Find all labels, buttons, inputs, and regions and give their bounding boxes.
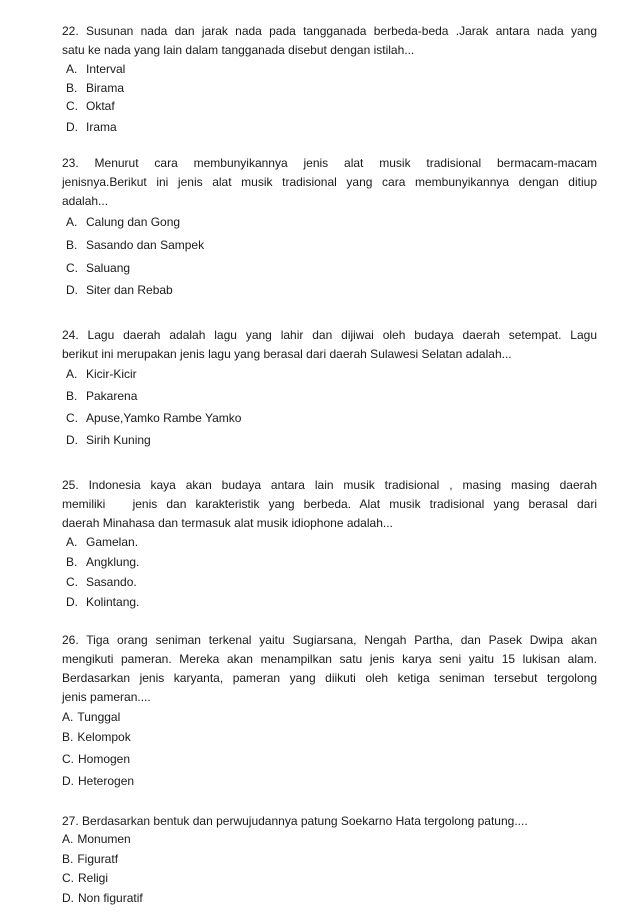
option-text: Angklung.: [86, 555, 140, 569]
option-letter: D.: [62, 891, 74, 905]
option-letter: C.: [66, 99, 78, 113]
option-letter: D.: [66, 595, 78, 609]
question-22: [62, 22, 597, 60]
stem-line: 27. Berdasarkan bentuk dan perwujudannya patung Soekarno Hata tergolong patung....: [62, 814, 528, 828]
stem-line: Berdasarkan jenis karyanta, pameran yang diikuti oleh ketiga seniman tersebut tergolong: [62, 671, 597, 685]
option-d[interactable]: [66, 432, 151, 448]
option-text: Interval: [86, 62, 126, 76]
option-text: Heterogen: [78, 774, 135, 788]
question-27: [62, 812, 597, 831]
option-text: Kelompok: [77, 730, 131, 744]
option-d[interactable]: [66, 282, 173, 298]
stem-line: berikut ini merupakan jenis lagu yang berasal dari daerah Sulawesi Selatan adalah...: [62, 347, 512, 361]
stem-line: 26. Tiga orang seniman terkenal yaitu Sugiarsana, Nengah Partha, dan Pasek Dwipa akan: [62, 633, 597, 647]
stem-line: mengikuti pameran. Mereka akan menampilkan satu jenis karya seni yaitu 15 lukisan alam.: [62, 652, 597, 666]
stem-line: 25. Indonesia kaya akan budaya antara lain musik tradisional , masing masing daerah: [62, 478, 597, 492]
option-letter: B.: [62, 730, 74, 744]
option-text: Oktaf: [86, 99, 115, 113]
option-text: Religi: [78, 871, 109, 885]
option-a[interactable]: [66, 214, 180, 230]
option-text: Calung dan Gong: [86, 215, 181, 229]
stem-line: 24. Lagu daerah adalah lagu yang lahir dan dijiwai oleh budaya daerah setempat. Lagu: [62, 328, 597, 342]
option-b[interactable]: [62, 851, 118, 867]
option-b[interactable]: [66, 237, 204, 253]
option-letter: A.: [66, 367, 78, 381]
option-letter: C.: [66, 411, 78, 425]
option-letter: C.: [62, 871, 74, 885]
option-letter: C.: [66, 261, 78, 275]
option-c[interactable]: [66, 98, 115, 114]
option-letter: A.: [66, 215, 78, 229]
option-text: Siter dan Rebab: [86, 283, 173, 297]
option-d[interactable]: [66, 594, 139, 610]
option-letter: D.: [66, 433, 78, 447]
option-letter: B.: [62, 852, 74, 866]
option-text: Homogen: [78, 752, 131, 766]
option-text: Sasando dan Sampek: [86, 238, 205, 252]
option-a[interactable]: [62, 709, 120, 725]
option-c[interactable]: [62, 751, 130, 767]
option-d[interactable]: [62, 773, 134, 789]
option-b[interactable]: [66, 80, 124, 96]
option-a[interactable]: [62, 831, 131, 847]
option-d[interactable]: [66, 119, 117, 135]
option-letter: C.: [62, 752, 74, 766]
question-stem: [62, 154, 597, 211]
option-b[interactable]: [66, 388, 137, 404]
option-c[interactable]: [66, 260, 130, 276]
option-letter: B.: [66, 555, 78, 569]
option-letter: A.: [66, 62, 78, 76]
question-26: [62, 631, 597, 707]
stem-line: jenis pameran....: [62, 690, 151, 704]
option-text: Apuse,Yamko Rambe Yamko: [86, 411, 242, 425]
stem-line: 22. Susunan nada dan jarak nada pada tangganada berbeda-beda .Jarak antara nada yang: [62, 24, 597, 38]
option-c[interactable]: [66, 574, 137, 590]
option-letter: B.: [66, 81, 78, 95]
option-text: Irama: [86, 120, 117, 134]
option-text: Kicir-Kicir: [86, 367, 137, 381]
stem-line: adalah...: [62, 194, 109, 208]
stem-line: memiliki jenis dan karakteristik yang berbeda. Alat musik tradisional yang berasal dari: [62, 497, 597, 511]
question-23: [62, 154, 597, 211]
option-text: Monumen: [77, 832, 131, 846]
option-text: Sasando.: [86, 575, 137, 589]
option-text: Tunggal: [77, 710, 121, 724]
question-stem: [62, 22, 597, 60]
option-text: Pakarena: [86, 389, 138, 403]
option-text: Sirih Kuning: [86, 433, 151, 447]
option-letter: B.: [66, 389, 78, 403]
question-25: [62, 476, 597, 533]
stem-line: satu ke nada yang lain dalam tangganada disebut dengan istilah...: [62, 43, 415, 57]
option-letter: A.: [62, 710, 74, 724]
option-a[interactable]: [66, 366, 137, 382]
option-letter: D.: [66, 283, 78, 297]
option-letter: C.: [66, 575, 78, 589]
question-stem: [62, 476, 597, 533]
option-b[interactable]: [66, 554, 139, 570]
question-24: [62, 326, 597, 364]
option-b[interactable]: [62, 729, 131, 745]
option-text: Non figuratif: [78, 891, 143, 905]
option-letter: D.: [66, 120, 78, 134]
option-text: Gamelan.: [86, 535, 139, 549]
question-stem: [62, 812, 597, 831]
stem-line: jenisnya.Berikut ini jenis alat musik tradisional yang cara membunyikannya dengan ditiup: [62, 175, 597, 189]
option-letter: A.: [62, 832, 74, 846]
option-letter: B.: [66, 238, 78, 252]
option-text: Figuratf: [77, 852, 119, 866]
question-stem: [62, 631, 597, 707]
question-stem: [62, 326, 597, 364]
option-text: Birama: [86, 81, 125, 95]
option-text: Kolintang.: [86, 595, 140, 609]
option-c[interactable]: [66, 410, 241, 426]
option-text: Saluang: [86, 261, 131, 275]
option-letter: A.: [66, 535, 78, 549]
option-c[interactable]: [62, 870, 108, 886]
option-a[interactable]: [66, 534, 138, 550]
stem-line: daerah Minahasa dan termasuk alat musik idiophone adalah...: [62, 516, 393, 530]
option-letter: D.: [62, 774, 74, 788]
stem-line: 23. Menurut cara membunyikannya jenis alat musik tradisional bermacam-macam: [62, 156, 597, 170]
option-a[interactable]: [66, 61, 125, 77]
option-d[interactable]: [62, 890, 143, 906]
